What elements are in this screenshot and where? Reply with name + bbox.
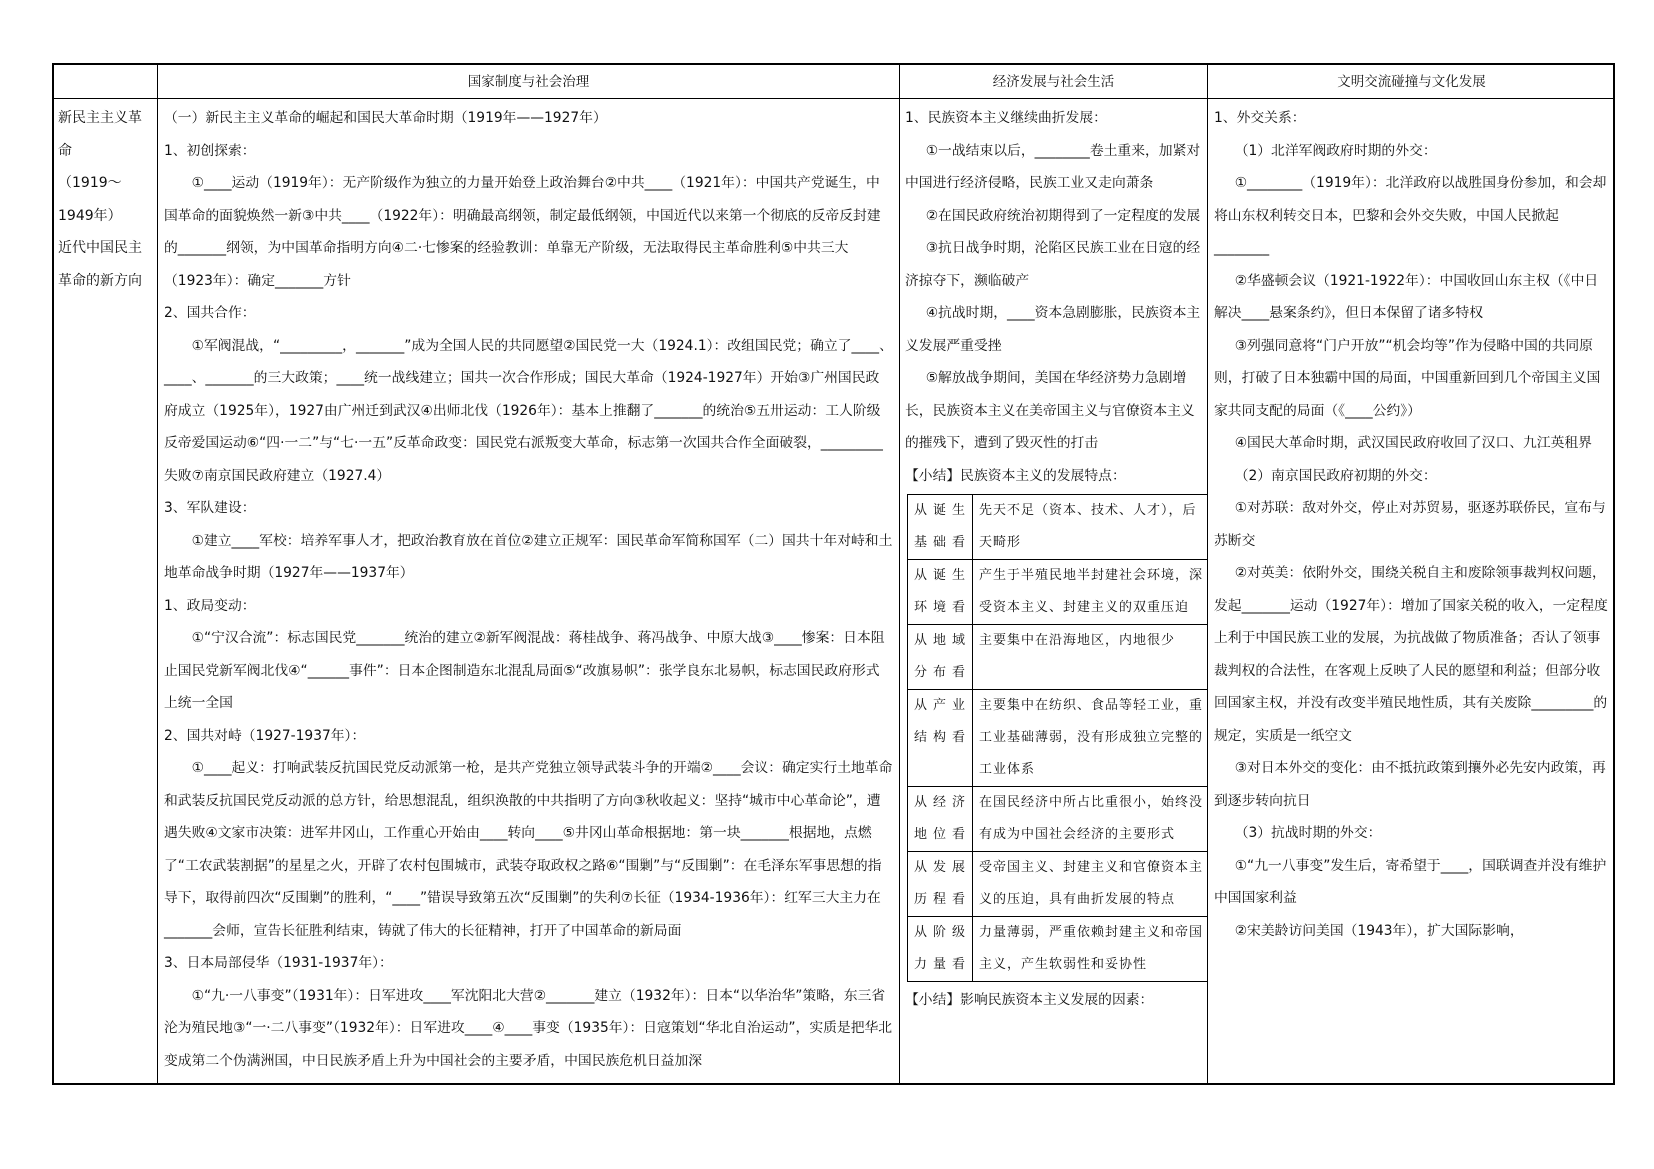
subheading: 1、初创探索： [164,142,256,159]
paragraph: ⑤解放战争期间，美国在华经济势力急剧增长，民族资本主义在美帝国主义与官僚资本主义的摧残下，遭到了毁灭性的打击 [905,370,1195,451]
table-row [908,625,1208,690]
paragraph: ④国民大革命时期，武汉国民政府收回了汉口、九江英租界 [1234,435,1592,451]
header-col1 [54,65,157,99]
subheading: 2、国共合作： [164,305,256,321]
table-value: 力量薄弱，严重依赖封建主义和帝国主义，产生软弱性和妥协性 [973,917,1208,982]
col3-content [900,100,1207,1083]
col2-content [158,100,899,1083]
paragraph: ②在国民政府统治初期得到了一定程度的发展 [925,207,1201,224]
row-label-period: （1919～1949年） [58,175,122,224]
paragraph: ①“宁汉合流”：标志国民党_______统治的建立②新军阀混战：蒋桂战争、蒋冯战争、中原大战③____惨案：日本阻止国民党新军阀北伐④“______事件”：日本企图制造东北混乱局面⑤“改旗易帜”：张学良东北易帜，标志国民政府形式上统一全国 [164,630,885,711]
summary-heading: 【小结】民族资本主义的发展特点： [905,467,1126,484]
row-label-title: 新民主主义革命 [58,110,142,159]
paragraph: ④抗战时期，____资本急剧膨胀，民族资本主义发展严重受挫 [905,305,1201,354]
subheading: （3）抗战时期的外交： [1234,825,1382,841]
table-value: 先天不足（资本、技术、人才），后天畸形 [973,495,1208,560]
table-key: 从经济地位看 [908,787,973,852]
table-key: 从发展历程看 [908,852,973,917]
section-title: （一）新民主主义革命的崛起和国民大革命时期（1919年——1927年） [164,110,607,126]
row-label [54,100,157,1083]
paragraph: ①“九·一八事变”（1931年）：日军进攻____军沈阳北大营②_______建立（1932年）：日本“以华治华”策略，东三省沦为殖民地③“一·二八事变”（1932年）：日军进攻____④____事变（1935年）：日寇策划“华北自治运动”，实质是把华北变成第二个伪满洲国，中日民族矛盾上升为中国社会的主要矛盾，中国民族危机日益加深 [164,987,893,1069]
notes-table [52,63,1615,1085]
paragraph: ③对日本外交的变化：由不抵抗政策到攘外必先安内政策，再到逐步转向抗日 [1214,760,1606,809]
paragraph: ①军阀混战，“_________，_______”成为全国人民的共同愿望②国民党一大（1924.1）：改组国民党；确立了____、____、_______的三大政策；____统一战线建立；国共一次合作形成；国民大革命（1924-1927年）开始③广州国民政府成立（1925年），1927由广州迁到武汉④出师北伐（1926年）：基本上推翻了_______的统治⑤五卅运动：工人阶级反帝爱国运动⑥“四·一二”与“七·一五”反革命政变：国民党右派叛变大革命，标志第一次国共合作全面破裂，_________失败⑦南京国民政府建立（1927.4） [164,337,893,484]
table-row [908,560,1208,625]
characteristics-table [907,494,1207,982]
col4-content [1208,100,1615,1083]
header-col3: 经济发展与社会生活 [992,74,1115,90]
header-col2: 国家制度与社会治理 [467,74,590,90]
subheading: 1、政局变动： [164,597,256,614]
table-row [908,917,1208,982]
table-row [908,787,1208,852]
subheading: 1、外交关系： [1214,110,1306,126]
header-col4: 文明交流碰撞与文化发展 [1337,74,1486,90]
subheading: 3、日本局部侵华（1931-1937年）： [164,955,393,971]
paragraph: ①一战结束以后，________卷土重来，加紧对中国进行经济侵略，民族工业又走向萧条 [905,142,1201,191]
paragraph: ①____运动（1919年）：无产阶级作为独立的力量开始登上政治舞台②中共____（1921年）：中国共产党诞生，中国革命的面貌焕然一新③中共____（1922年）：明确最高纲领，制定最低纲领，中国近代以来第一个彻底的反帝反封建的_______纲领，为中国革命指明方向④二·七惨案的经验教训：单靠无产阶级，无法取得民主革命胜利⑤中共三大（1923年）：确定_______方针 [164,175,881,289]
table-key: 从阶级力量看 [908,917,973,982]
subheading: 3、军队建设： [164,500,256,516]
paragraph: ③抗日战争时期，沦陷区民族工业在日寇的经济掠夺下，濒临破产 [905,240,1201,289]
paragraph: ①“九一八事变”发生后，寄希望于____，国联调查并没有维护中国国家利益 [1214,857,1607,906]
table-value: 主要集中在纺织、食品等轻工业，重工业基础薄弱，没有形成独立完整的工业体系 [973,690,1208,787]
table-value: 产生于半殖民地半封建社会环境，深受资本主义、封建主义的双重压迫 [973,560,1208,625]
table-value: 主要集中在沿海地区，内地很少 [973,625,1208,690]
paragraph: ②华盛顿会议（1921-1922年）：中国收回山东主权（《中日解决____悬案条约》，但日本保留了诸多特权 [1214,272,1599,321]
table-key: 从诞生基础看 [908,495,973,560]
table-row [908,690,1208,787]
paragraph: ①对苏联：敌对外交，停止对苏贸易，驱逐苏联侨民，宣布与苏断交 [1214,500,1606,549]
table-key: 从地域分布看 [908,625,973,690]
table-row [908,852,1208,917]
table-value: 受帝国主义、封建主义和官僚资本主义的压迫，具有曲折发展的特点 [973,852,1208,917]
table-row [908,495,1208,560]
subheading: 2、国共对峙（1927-1937年）： [164,727,366,744]
table-key: 从诞生环境看 [908,560,973,625]
table-key: 从产业结构看 [908,690,973,787]
paragraph: ②对英美：依附外交，围绕关税自主和废除领事裁判权问题，发起_______运动（1927年）：增加了国家关税的收入，一定程度上利于中国民族工业的发展，为抗战做了物质准备；否认了领事裁判权的合法性，在客观上反映了人民的愿望和利益；但部分收回国家主权，并没有改变半殖民地性质，其有关废除_________的规定，实质是一纸空文 [1214,565,1608,744]
summary-heading: 【小结】影响民族资本主义发展的因素： [905,992,1154,1008]
table-value: 在国民经济中所占比重很小，始终没有成为中国社会经济的主要形式 [973,787,1208,852]
paragraph: ②宋美龄访问美国（1943年），扩大国际影响， [1234,922,1524,939]
row-label-subtitle: 近代中国民主革命的新方向 [58,240,142,289]
paragraph: ③列强同意将“门户开放”“机会均等”作为侵略中国的共同原则，打破了日本独霸中国的局面，中国重新回到几个帝国主义国家共同支配的局面（《____公约》） [1214,337,1601,419]
subheading: 1、民族资本主义继续曲折发展： [905,110,1107,126]
subheading: （2）南京国民政府初期的外交： [1234,467,1437,484]
subheading: （1）北洋军阀政府时期的外交： [1234,142,1437,159]
paragraph: ①________（1919年）：北洋政府以战胜国身份参加，和会却将山东权利转交日本，巴黎和会外交失败，中国人民掀起________ [1214,175,1607,256]
paragraph: ①____起义：打响武装反抗国民党反动派第一枪，是共产党独立领导武装斗争的开端②____会议：确定实行土地革命和武装反抗国民党反动派的总方针，给思想混乱，组织涣散的中共指明了方向③秋收起义：坚持“城市中心革命论”，遭遇失败④文家市决策：进军井冈山，工作重心开始由____转向____⑤井冈山革命根据地：第一块_______根据地，点燃了“工农武装割据”的星星之火，开辟了农村包围城市，武装夺取政权之路⑥“围剿”与“反围剿”：在毛泽东军事思想的指导下，取得前四次“反围剿”的胜利，“____”错误导致第五次“反围剿”的失利⑦长征（1934-1936年）：红军三大主力在_______会师，宣告长征胜利结束，铸就了伟大的长征精神，打开了中国革命的新局面 [164,760,893,939]
paragraph: ①建立____军校：培养军事人才，把政治教育放在首位②建立正规军：国民革命军简称国军（二）国共十年对峙和土地革命战争时期（1927年——1937年） [164,532,893,581]
